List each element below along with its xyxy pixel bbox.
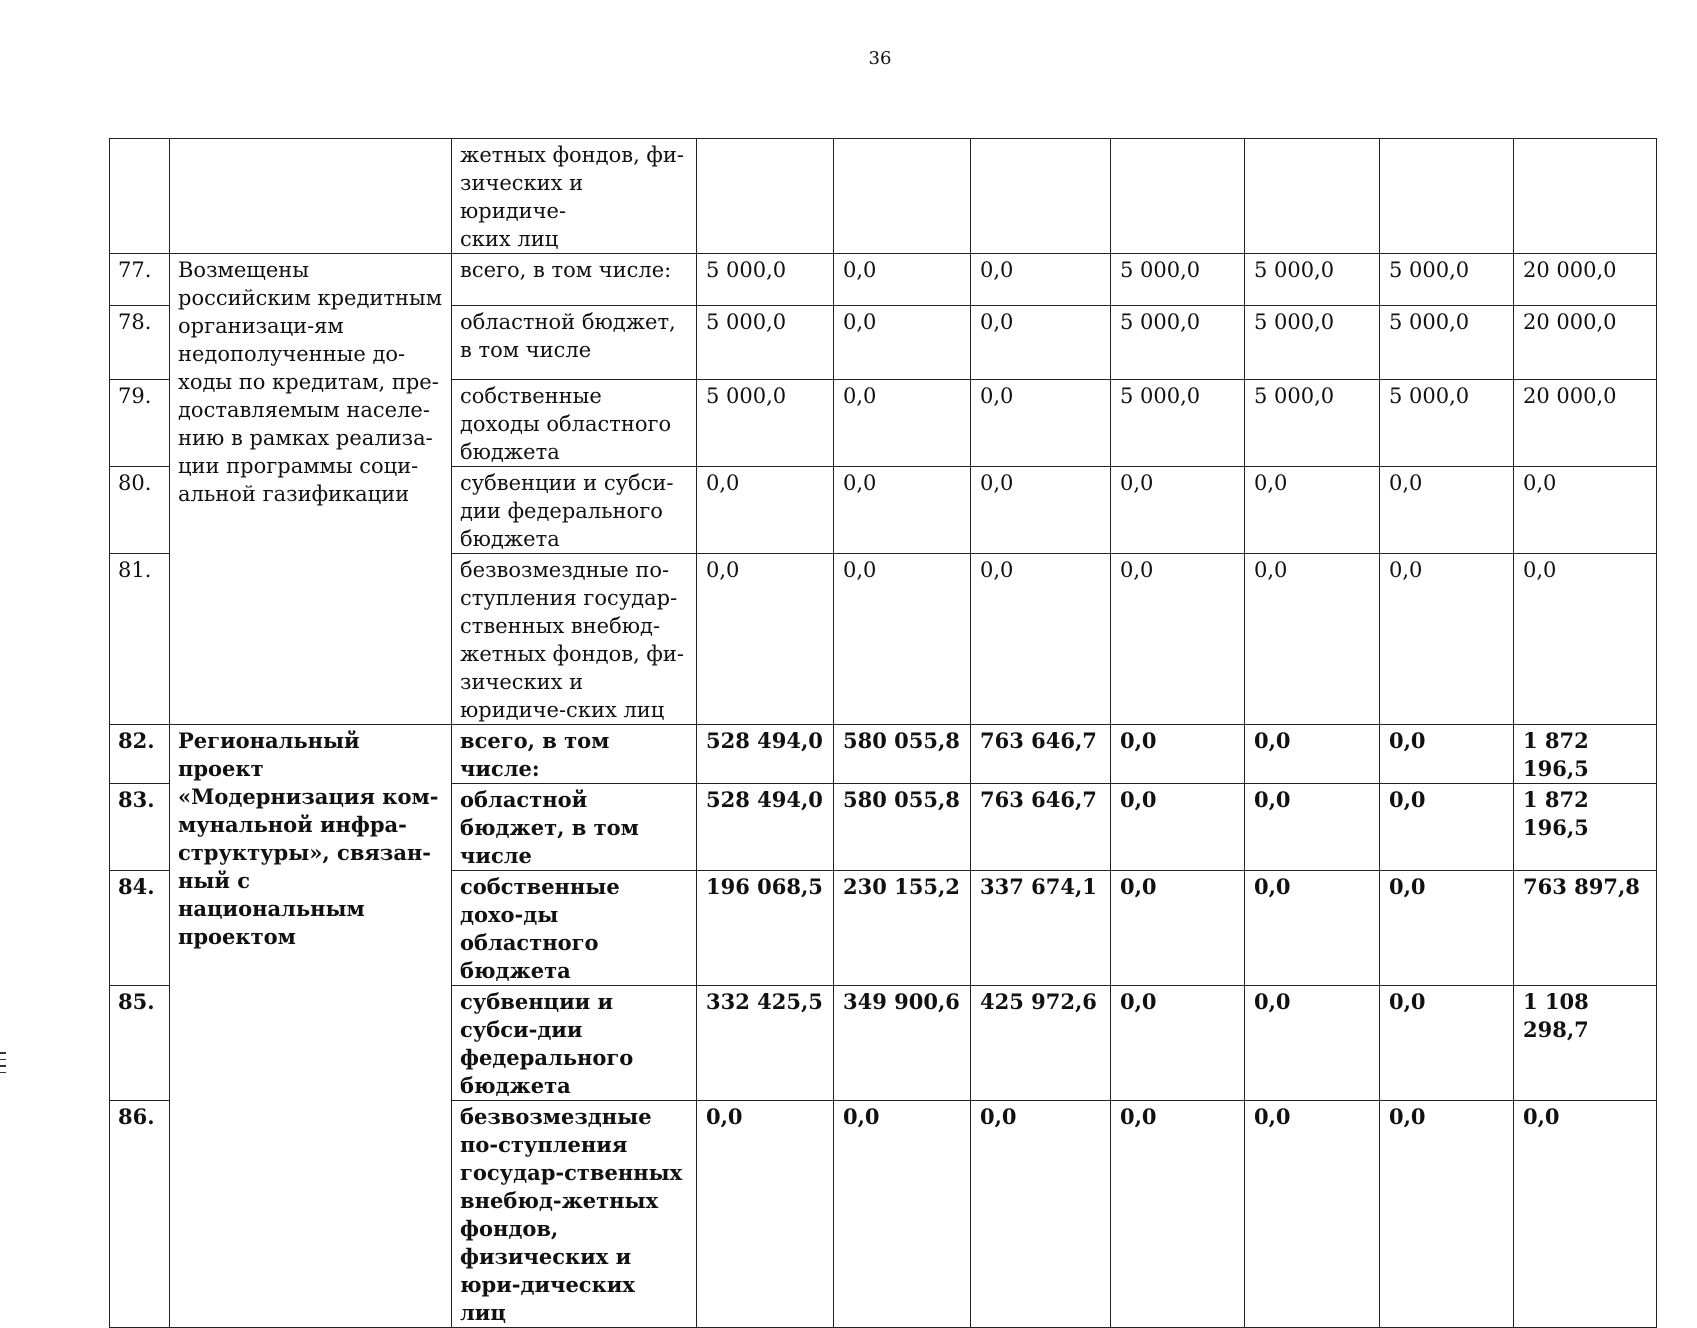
- value-cell: 0,0: [971, 1101, 1111, 1328]
- value-cell: 0,0: [1111, 986, 1245, 1101]
- value-cell: 0,0: [1245, 725, 1380, 784]
- value-cell: 528 494,0: [697, 725, 834, 784]
- funding-source: безвозмездные по-ступления государ-ственных внебюд-жетных фондов, фи-зических и юридиче-ских лиц: [452, 554, 697, 725]
- value-cell: 5 000,0: [1111, 306, 1245, 380]
- margin-marks: [0, 1052, 6, 1078]
- value-cell: 0,0: [1380, 784, 1514, 871]
- row-number: 84.: [110, 871, 170, 986]
- value-cell: 0,0: [834, 306, 971, 380]
- source-cell: жетных фондов, фи- зических и юридиче- ских лиц: [452, 139, 697, 254]
- value-cell: 0,0: [971, 254, 1111, 306]
- value-cell: 580 055,8: [834, 725, 971, 784]
- value-cell: 5 000,0: [1380, 306, 1514, 380]
- program-name: Региональный проект «Модернизация ком-мунальной инфра-структуры», связан-ный с национальным проектом: [170, 725, 452, 1328]
- value-cell: 0,0: [834, 467, 971, 554]
- funding-source: собственные дохо-ды областного бюджета: [452, 871, 697, 986]
- value-cell: 763 646,7: [971, 784, 1111, 871]
- value-cell: 0,0: [1514, 1101, 1657, 1328]
- continuation-row: [110, 139, 1657, 254]
- funding-source: всего, в том числе:: [452, 725, 697, 784]
- value-cell: 0,0: [971, 554, 1111, 725]
- value-cell: 230 155,2: [834, 871, 971, 986]
- funding-source: безвозмездные по-ступления государ-ственных внебюд-жетных фондов, физических и юри-дических лиц: [452, 1101, 697, 1328]
- value-cell: 5 000,0: [697, 254, 834, 306]
- value-cell: 20 000,0: [1514, 254, 1657, 306]
- value-cell: 0,0: [971, 467, 1111, 554]
- value-cell: 0,0: [1380, 554, 1514, 725]
- value-cell: 0,0: [1111, 554, 1245, 725]
- value-cell: 349 900,6: [834, 986, 971, 1101]
- row-number: 81.: [110, 554, 170, 725]
- table-body: [110, 139, 1657, 1328]
- value-cell: 0,0: [1380, 871, 1514, 986]
- value-cell: 0,0: [1245, 871, 1380, 986]
- row-number: 85.: [110, 986, 170, 1101]
- value-cell: 5 000,0: [1111, 254, 1245, 306]
- value-cell: 196 068,5: [697, 871, 834, 986]
- value-cell: 580 055,8: [834, 784, 971, 871]
- row-number: 82.: [110, 725, 170, 784]
- value-cell: 337 674,1: [971, 871, 1111, 986]
- value-cell: 5 000,0: [1380, 254, 1514, 306]
- value-cell: [1111, 139, 1245, 254]
- value-cell: 5 000,0: [697, 380, 834, 467]
- program-cell: [170, 139, 452, 254]
- value-cell: 5 000,0: [1245, 380, 1380, 467]
- value-cell: 5 000,0: [697, 306, 834, 380]
- value-cell: 763 646,7: [971, 725, 1111, 784]
- value-cell: 5 000,0: [1380, 380, 1514, 467]
- row-number: 83.: [110, 784, 170, 871]
- value-cell: [1245, 139, 1380, 254]
- value-cell: [1380, 139, 1514, 254]
- value-cell: 0,0: [834, 380, 971, 467]
- value-cell: 0,0: [1111, 784, 1245, 871]
- value-cell: [1514, 139, 1657, 254]
- value-cell: 763 897,8: [1514, 871, 1657, 986]
- row-number: 86.: [110, 1101, 170, 1328]
- value-cell: 5 000,0: [1111, 380, 1245, 467]
- value-cell: [834, 139, 971, 254]
- value-cell: 20 000,0: [1514, 380, 1657, 467]
- value-cell: 0,0: [1380, 986, 1514, 1101]
- value-cell: 0,0: [697, 1101, 834, 1328]
- value-cell: [971, 139, 1111, 254]
- value-cell: 0,0: [697, 554, 834, 725]
- value-cell: 0,0: [1245, 784, 1380, 871]
- table-row: [110, 725, 1657, 784]
- value-cell: 425 972,6: [971, 986, 1111, 1101]
- value-cell: 332 425,5: [697, 986, 834, 1101]
- budget-table: [109, 138, 1657, 1328]
- value-cell: 0,0: [1380, 725, 1514, 784]
- value-cell: 0,0: [1111, 1101, 1245, 1328]
- value-cell: 0,0: [1245, 554, 1380, 725]
- value-cell: 20 000,0: [1514, 306, 1657, 380]
- program-name: Возмещены российским кредитным организаци-ям недополученные до-ходы по кредитам, пре-доставляемым населе-нию в рамках реализа-ции программы соци-альной газификации: [170, 254, 452, 725]
- value-cell: 0,0: [1380, 1101, 1514, 1328]
- value-cell: 0,0: [1245, 986, 1380, 1101]
- row-number: 79.: [110, 380, 170, 467]
- value-cell: 0,0: [834, 554, 971, 725]
- value-cell: 0,0: [834, 254, 971, 306]
- value-cell: 1 108 298,7: [1514, 986, 1657, 1101]
- value-cell: 0,0: [1514, 467, 1657, 554]
- row-number: 78.: [110, 306, 170, 380]
- funding-source: всего, в том числе:: [452, 254, 697, 306]
- funding-source: субвенции и субси-дии федерального бюджета: [452, 986, 697, 1101]
- row-number-cell: [110, 139, 170, 254]
- page-number: 36: [868, 48, 892, 69]
- value-cell: 528 494,0: [697, 784, 834, 871]
- value-cell: 0,0: [1111, 725, 1245, 784]
- row-number: 80.: [110, 467, 170, 554]
- row-number: 77.: [110, 254, 170, 306]
- funding-source: областной бюджет, в том числе: [452, 784, 697, 871]
- value-cell: 1 872 196,5: [1514, 784, 1657, 871]
- value-cell: 0,0: [697, 467, 834, 554]
- value-cell: 0,0: [971, 380, 1111, 467]
- value-cell: 5 000,0: [1245, 254, 1380, 306]
- value-cell: 0,0: [1245, 1101, 1380, 1328]
- value-cell: 5 000,0: [1245, 306, 1380, 380]
- value-cell: 0,0: [1111, 467, 1245, 554]
- value-cell: 1 872 196,5: [1514, 725, 1657, 784]
- value-cell: 0,0: [1514, 554, 1657, 725]
- funding-source: собственные доходы областного бюджета: [452, 380, 697, 467]
- funding-source: областной бюджет, в том числе: [452, 306, 697, 380]
- funding-source: субвенции и субси-дии федерального бюджета: [452, 467, 697, 554]
- value-cell: 0,0: [1111, 871, 1245, 986]
- value-cell: [697, 139, 834, 254]
- table-row: [110, 254, 1657, 306]
- value-cell: 0,0: [834, 1101, 971, 1328]
- value-cell: 0,0: [971, 306, 1111, 380]
- value-cell: 0,0: [1380, 467, 1514, 554]
- value-cell: 0,0: [1245, 467, 1380, 554]
